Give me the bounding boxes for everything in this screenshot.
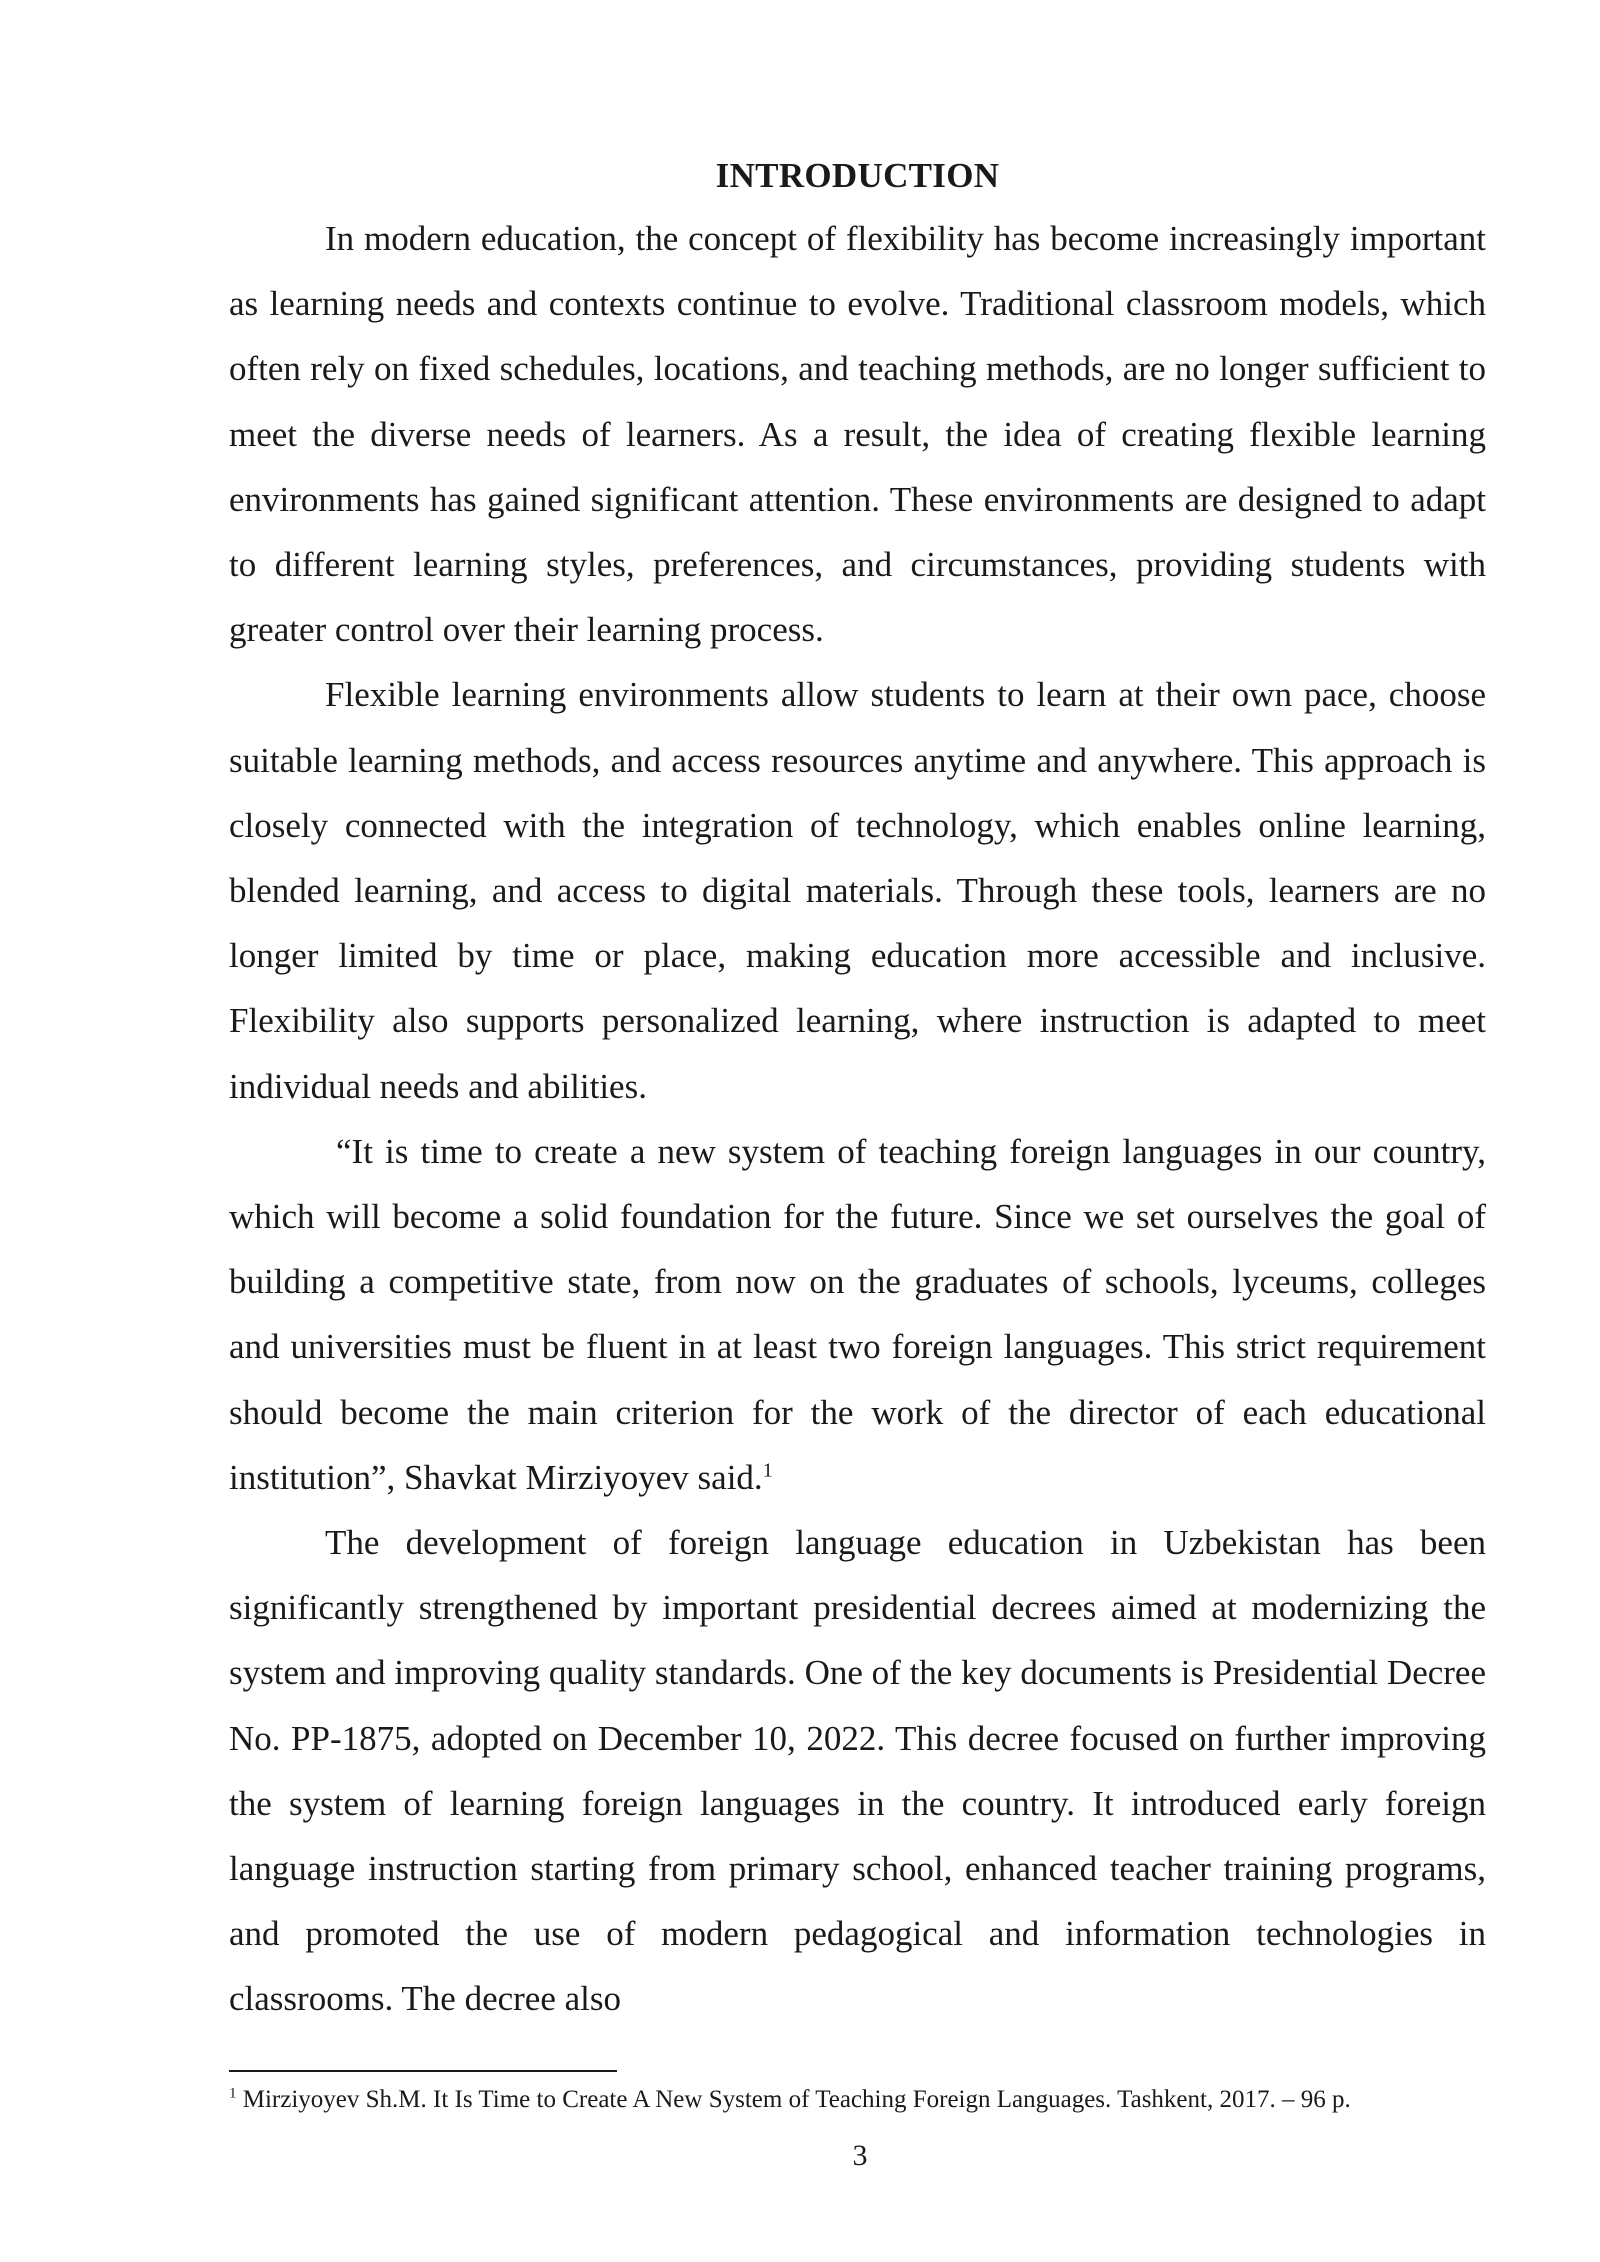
paragraph-4: The development of foreign language education in Uzbekistan has been significantly strengthened by important presidential decrees aimed at modernizing the system and improving quality standards. One of the key documents is Presidential Decree No. PP-1875, adopted on December 10, 2022. This decree focused on further improving the system of learning foreign languages in the country. It introduced early foreign language instruction starting from primary school, enhanced teacher training programs, and promoted the use of modern pedagogical and information technologies in classrooms. The decree also <box>229 1523 1486 2019</box>
page-number: 3 <box>852 2139 868 2172</box>
footnote-marker: 1 <box>229 2085 237 2102</box>
footnote <box>229 2084 1529 2116</box>
footnote-text: Mirziyoyev Sh.M. It Is Time to Create A New System of Teaching Foreign Languages. Tashkent, 2017. – 96 p. <box>242 2086 1351 2113</box>
quote-text: “It is time to create a new system of teaching foreign languages in our country, which will become a solid foundation for the future. Since we set ourselves the goal of building a competitive state, from now on the graduates of schools, lyceums, colleges and universities must be fluent in at least two foreign languages. This strict requirement should become the main criterion for the work of the director of each educational institution”, Shavkat Mirziyoyev said. <box>229 1131 1486 1497</box>
footnote-reference[interactable]: 1 <box>762 1459 773 1482</box>
footnote-divider <box>229 2070 617 2072</box>
page-body <box>229 146 1486 2032</box>
quote-paragraph <box>229 1119 1486 1510</box>
page-title: INTRODUCTION <box>715 156 1000 195</box>
paragraph-1: In modern education, the concept of flexibility has become increasingly important as learning needs and contexts continue to evolve. Traditional classroom models, which often rely on fixed schedules, locations, and teaching methods, are no longer sufficient to meet the diverse needs of learners. As a result, the idea of creating flexible learning environments has gained significant attention. These environments are designed to adapt to different learning styles, preferences, and circumstances, providing students with greater control over their learning process. <box>229 219 1486 650</box>
paragraph-2: Flexible learning environments allow students to learn at their own pace, choose suitable learning methods, and access resources anytime and anywhere. This approach is closely connected with the integration of technology, which enables online learning, blended learning, and access to digital materials. Through these tools, learners are no longer limited by time or place, making education more accessible and inclusive. Flexibility also supports personalized learning, where instruction is adapted to meet individual needs and abilities. <box>229 675 1486 1106</box>
